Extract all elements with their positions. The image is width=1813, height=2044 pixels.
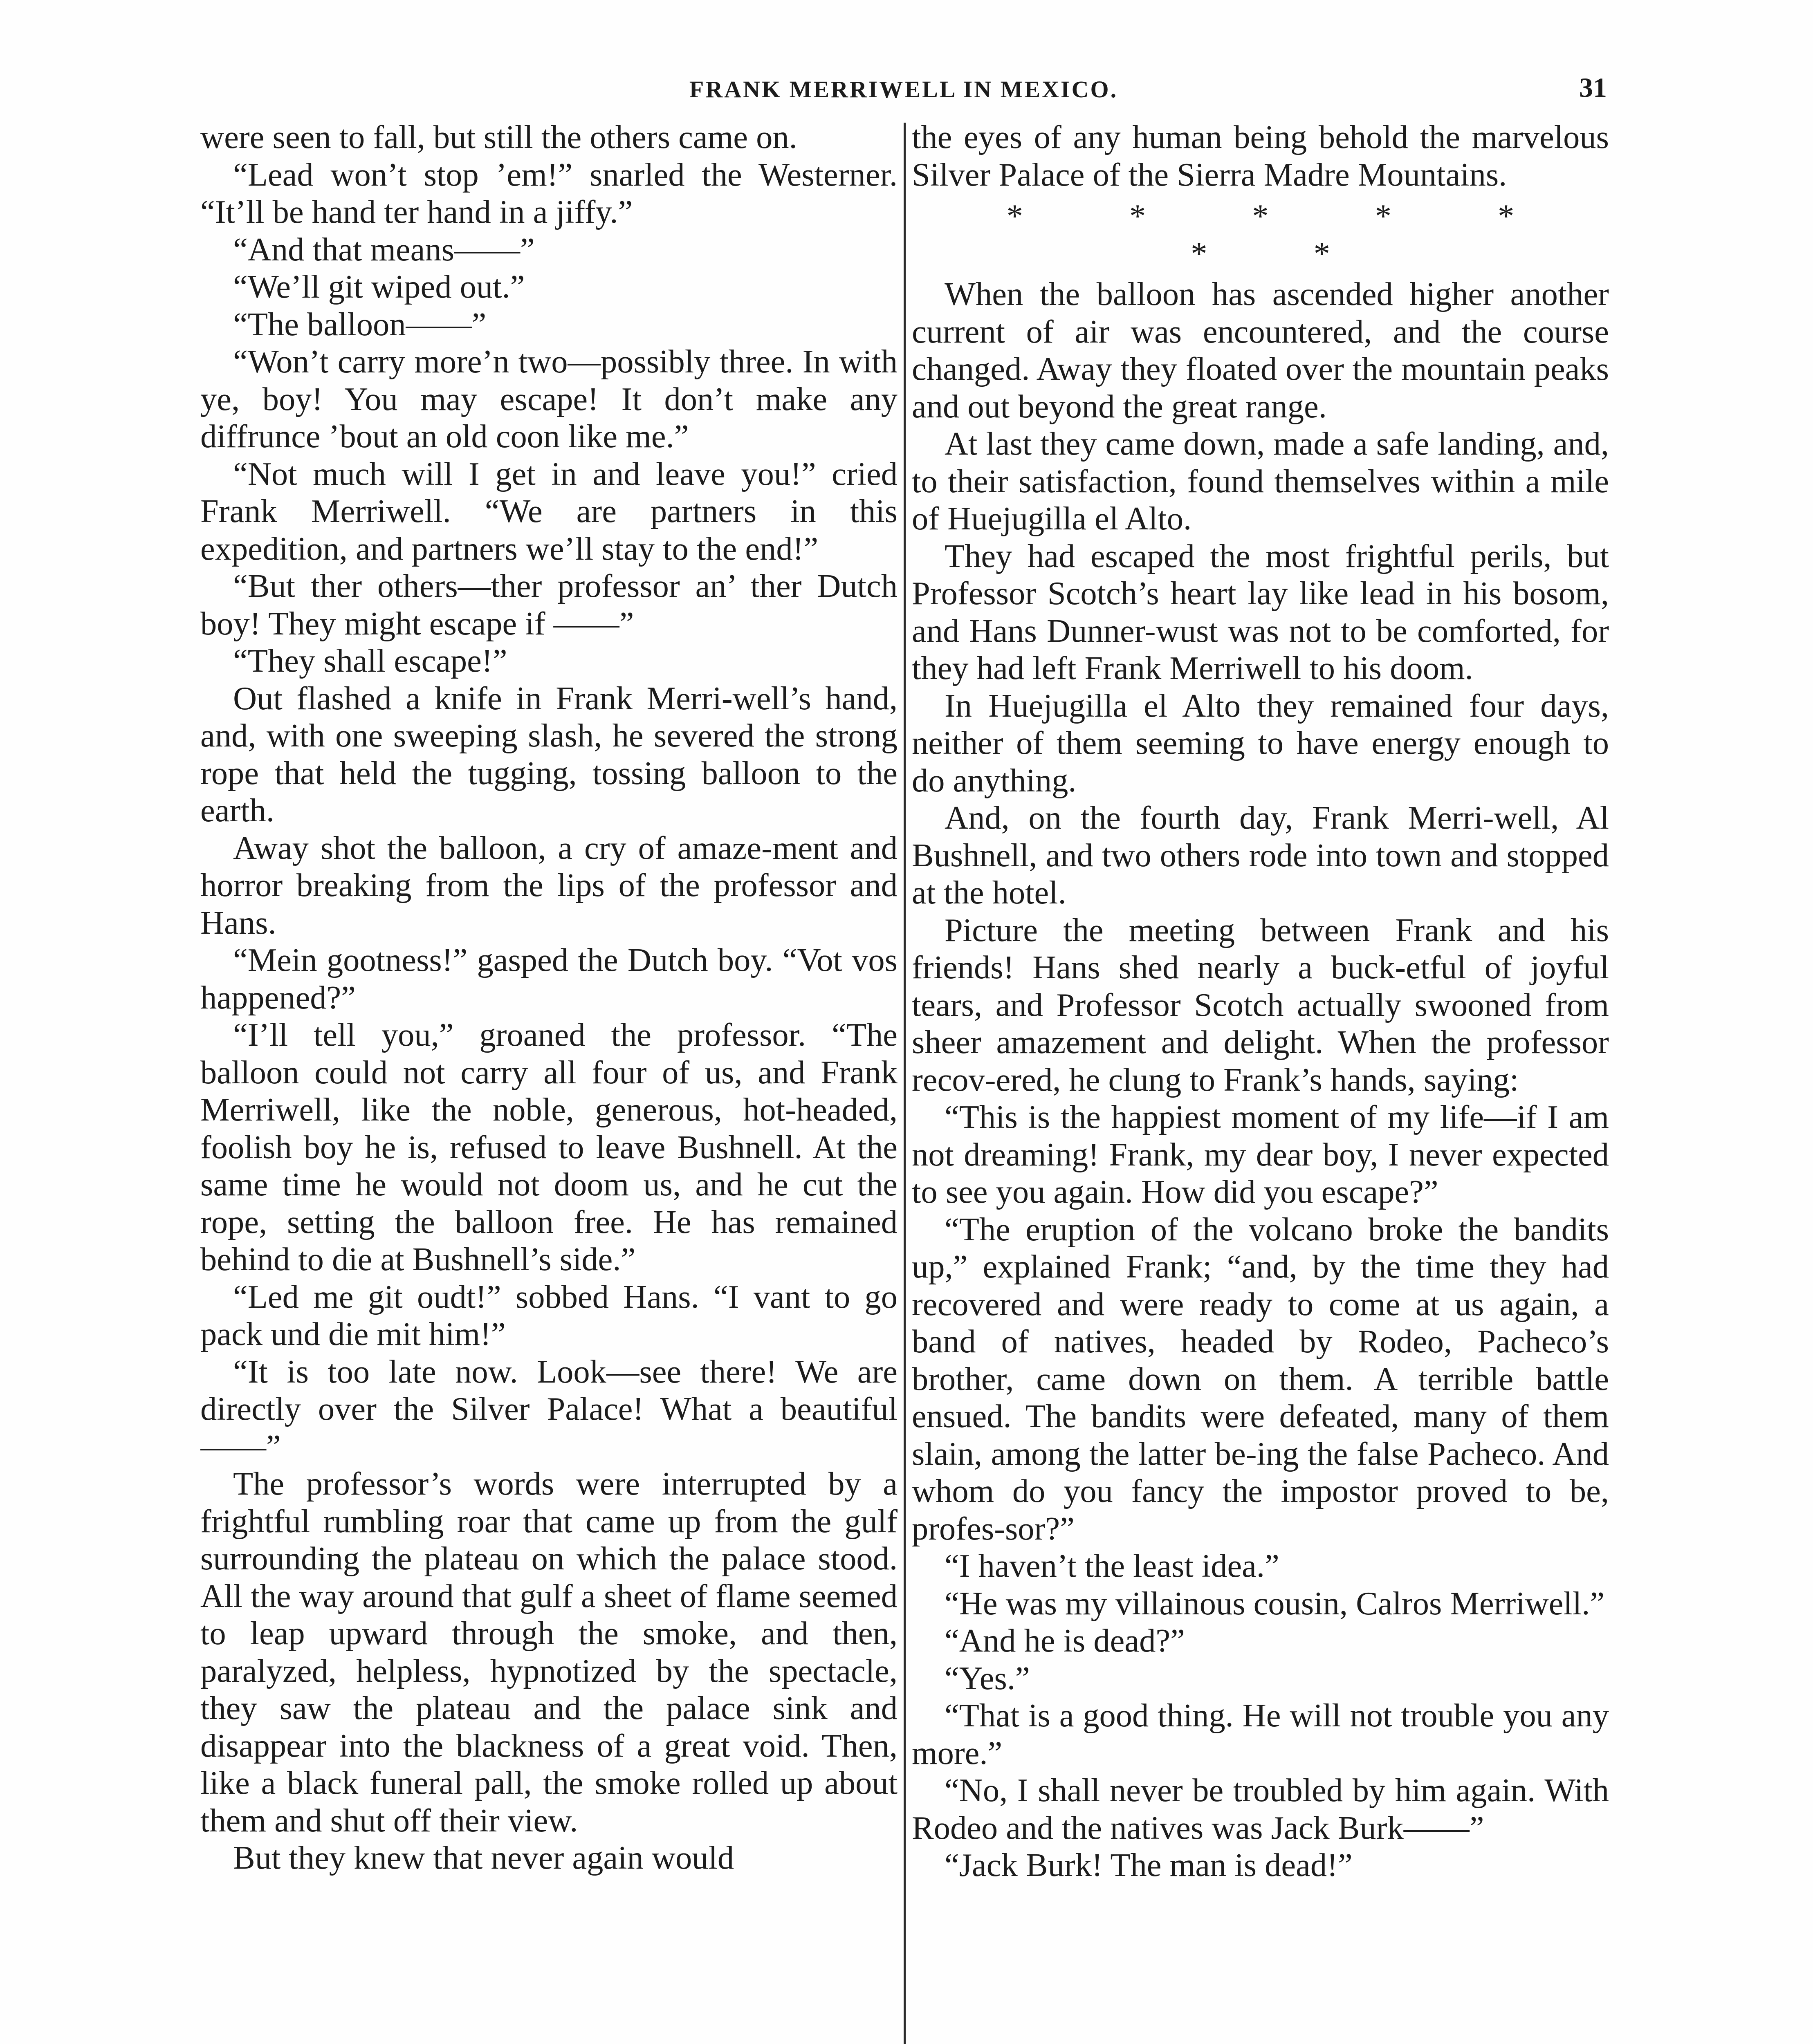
paragraph: Picture the meeting between Frank and his friends! Hans shed nearly a buck-etful of joyful tears, and Professor Scotch actually swooned from sheer amazement and delight. When the professor recov-ered, he clung to Frank’s hands, saying: (912, 912, 1609, 1098)
paragraph: When the balloon has ascended higher another current of air was encountered, and the course changed. Away they floated over the mountain peaks and out beyond the great range. (912, 276, 1609, 425)
paragraph: the eyes of any human being behold the marvelous Silver Palace of the Sierra Madre Mountains. (912, 119, 1609, 193)
paragraph: “Jack Burk! The man is dead!” (945, 1847, 1353, 1883)
paragraph: In Huejugilla el Alto they remained four days, neither of them seeming to have energy enough to do anything. (912, 687, 1609, 799)
paragraph: “Led me git oudt!” sobbed Hans. “I vant to go pack und die mit him!” (200, 1278, 898, 1352)
paragraph: “I’ll tell you,” groaned the professor. “The balloon could not carry all four of us, and Frank Merriwell, like the noble, generous, hot-headed, foolish boy he is, refused to leave Bushnell. At the same time he would not doom us, and he cut the rope, setting the balloon free. He has remained behind to die at Bushnell’s side.” (200, 1017, 898, 1278)
paragraph: “But ther others—ther professor an’ ther Dutch boy! They might escape if ——” (200, 568, 898, 642)
paragraph: Out flashed a knife in Frank Merri-well’s hand, and, with one sweeping slash, he severed the strong rope that held the tugging, tossing balloon to the earth. (200, 680, 898, 829)
running-title: FRANK MERRIWELL IN MEXICO. (689, 76, 1118, 103)
paragraph: “The eruption of the volcano broke the bandits up,” explained Frank; “and, by the time they had recovered and were ready to come at us again, a band of natives, headed by Rodeo, Pacheco’s brother, came down on them. A terrible battle ensued. The bandits were defeated, many of them slain, among the latter be-ing the false Pacheco. And whom do you fancy the impostor proved to be, profes-sor?” (912, 1211, 1609, 1547)
paragraph: “This is the happiest moment of my life—if I am not dreaming! Frank, my dear boy, I never expected to see you again. How did you escape?” (912, 1099, 1609, 1210)
paragraph: “Mein gootness!” gasped the Dutch boy. “Vot vos happened?” (200, 942, 898, 1016)
paragraph: At last they came down, made a safe landing, and, to their satisfaction, found themselves within a mile of Huejugilla el Alto. (912, 426, 1609, 537)
paragraph: “We’ll git wiped out.” (233, 269, 525, 305)
paragraph: “No, I shall never be troubled by him again. With Rodeo and the natives was Jack Burk——” (912, 1772, 1609, 1846)
paragraph: “And he is dead?” (945, 1623, 1185, 1659)
paragraph: “Won’t carry more’n two—possibly three. In with ye, boy! You may escape! It don’t make any diffrunce ’bout an old coon like me.” (200, 343, 898, 455)
paragraph: They had escaped the most frightful perils, but Professor Scotch’s heart lay like lead in his bosom, and Hans Dunner-wust was not to be comforted, for they had left Frank Merriwell to his doom. (912, 538, 1609, 686)
paragraph: “That is a good thing. He will not trouble you any more.” (912, 1697, 1609, 1771)
paragraph: were seen to fall, but still the others came on. (200, 119, 797, 155)
paragraph: “Not much will I get in and leave you!” cried Frank Merriwell. “We are partners in this expedition, and partners we’ll stay to the end!” (200, 455, 898, 567)
column-rule (904, 123, 906, 2044)
paragraph: “Lead won’t stop ’em!” snarled the Westerner. “It’ll be hand ter hand in a jiffy.” (200, 156, 898, 230)
paragraph: “It is too late now. Look—see there! We are directly over the Silver Palace! What a beautiful——” (200, 1353, 898, 1465)
paragraph: Away shot the balloon, a cry of amaze-ment and horror breaking from the lips of the professor and Hans. (200, 829, 898, 941)
right-column (912, 119, 1609, 2044)
paragraph: “And that means——” (233, 231, 535, 268)
paragraph: The professor’s words were interrupted by a frightful rumbling roar that came up from the gulf surrounding the plateau on which the palace stood. All the way around that gulf a sheet of flame seemed to leap upward through the smoke, and then, paralyzed, helpless, hypnotized by the spectacle, they saw the plateau and the palace sink and disappear into the blackness of a great void. Then, like a black funeral pall, the smoke rolled up about them and shut off their view. (200, 1466, 898, 1839)
paragraph: But they knew that never again would (233, 1840, 734, 1876)
paragraph: “They shall escape!” (233, 643, 507, 679)
paragraph: “Yes.” (945, 1660, 1030, 1697)
section-break: * * * * * * * (1006, 198, 1564, 272)
paragraph: And, on the fourth day, Frank Merri-well, Al Bushnell, and two others rode into town and stopped at the hotel. (912, 800, 1609, 911)
paragraph: “The balloon——” (233, 306, 487, 343)
paragraph: “I haven’t the least idea.” (945, 1548, 1279, 1584)
page-number: 31 (1579, 72, 1607, 103)
left-column (200, 119, 898, 2044)
running-head (200, 67, 1607, 117)
paragraph: “He was my villainous cousin, Calros Merriwell.” (945, 1585, 1605, 1622)
